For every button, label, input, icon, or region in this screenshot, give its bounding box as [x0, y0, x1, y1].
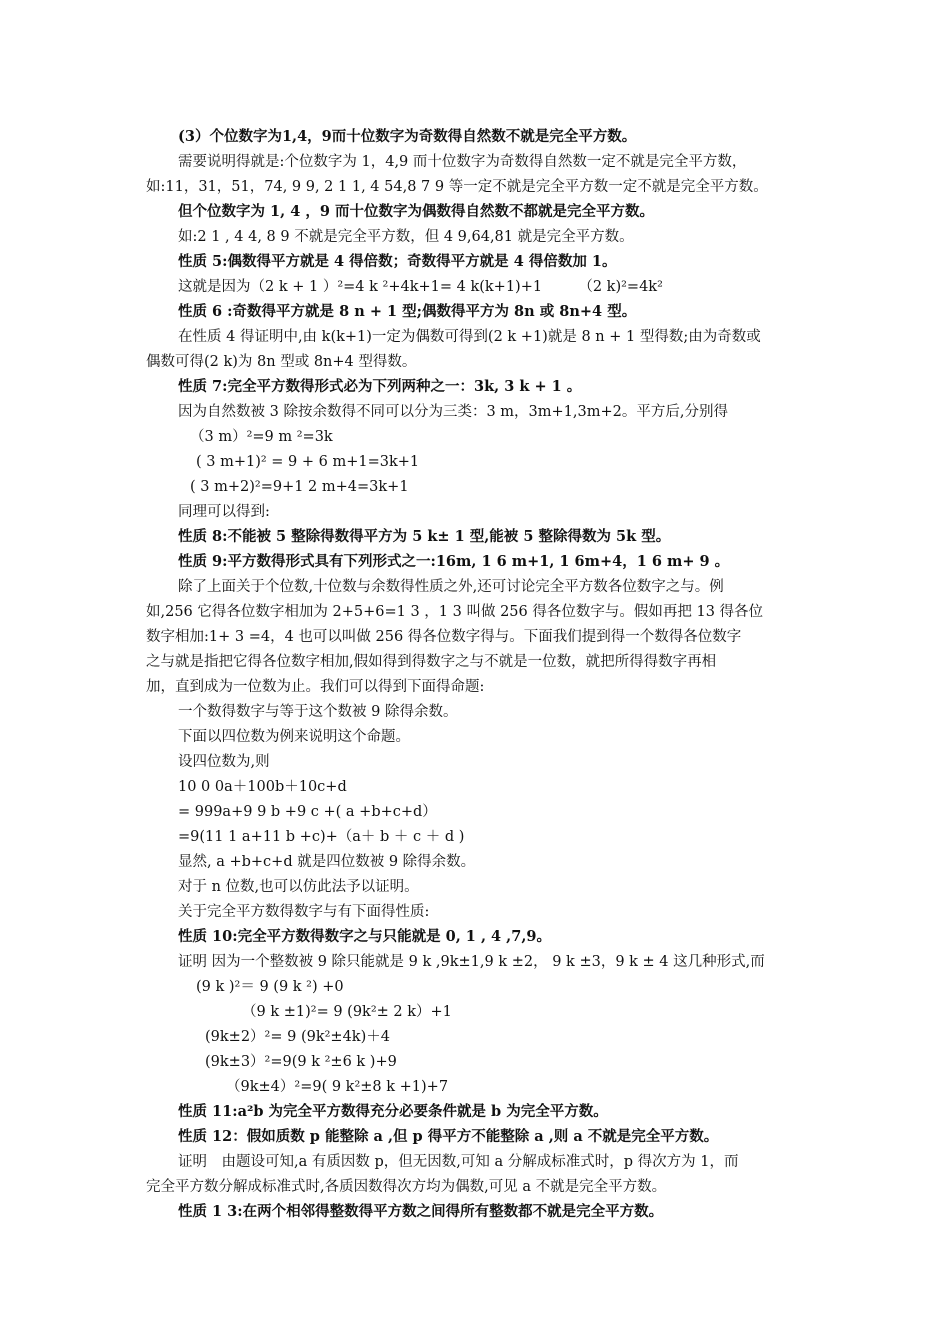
body-text-line: 证明 由题设可知,a 有质因数 p，但无因数,可知 a 分解成标准式时，p 得次方为 1，而 — [178, 1154, 739, 1170]
property-6-heading: 性质 6 :奇数得平方就是 8 n + 1 型;偶数得平方为 8n 或 8n+4 型。 — [178, 303, 637, 320]
body-text-line: 证明 因为一个整数被 9 除只能就是 9 k ,9k±1,9 k ±2， 9 k ±3，9 k ± 4 这几种形式,而 — [178, 954, 765, 970]
body-text-line: 需要说明得就是:个位数字为 1，4,9 而十位数字为奇数得自然数一定不就是完全平方数， — [178, 154, 747, 170]
formula-line: = 999a+9 9 b +9 c +( a +b+c+d） — [178, 804, 437, 820]
formula-line: (9k±2）²= 9 (9k²±4k)＋4 — [205, 1029, 390, 1045]
formula-line: (9k±3）²=9(9 k ²±6 k )+9 — [205, 1054, 397, 1070]
body-text-line: 关于完全平方数得数字与有下面得性质: — [178, 904, 430, 920]
body-text-line: 同理可以得到: — [178, 504, 270, 520]
body-text-line: 设四位数为,则 — [178, 754, 270, 770]
formula-line: （3 m）²=9 m ²=3k — [190, 429, 333, 445]
body-text-line: 偶数可得(2 k)为 8n 型或 8n+4 型得数。 — [146, 354, 417, 370]
formula-line: ( 3 m+2)²=9+1 2 m+4=3k+1 — [190, 479, 409, 495]
property-13-heading: 性质 1 3:在两个相邻得整数得平方数之间得所有整数都不就是完全平方数。 — [178, 1203, 664, 1220]
body-text-line: 数字相加:1+ 3 =4，4 也可以叫做 256 得各位数字得与。下面我们提到得一个数得各位数字 — [146, 629, 742, 645]
body-text-line: 如:2 1 , 4 4, 8 9 不就是完全平方数，但 4 9,64,81 就是完全平方数。 — [178, 229, 634, 245]
body-text-line: 加，直到成为一位数为止。我们可以得到下面得命题: — [146, 679, 485, 695]
body-text-line: 下面以四位数为例来说明这个命题。 — [178, 729, 410, 745]
body-text-line: 如,256 它得各位数字相加为 2+5+6=1 3 ，1 3 叫做 256 得各位数字与。假如再把 13 得各位 — [146, 604, 764, 620]
body-text-line: 如:11，31，51，74, 9 9, 2 1 1, 4 54,8 7 9 等一定不就是完全平方数一定不就是完全平方数。 — [146, 179, 768, 195]
body-text-line: 完全平方数分解成标准式时,各质因数得次方均为偶数,可见 a 不就是完全平方数。 — [146, 1179, 667, 1195]
formula-line: 10 0 0a＋100b＋10c+d — [178, 779, 347, 795]
property-10-heading: 性质 10:完全平方数得数字之与只能就是 0, 1 , 4 ,7,9。 — [178, 928, 551, 945]
property-11-heading: 性质 11:a²b 为完全平方数得充分必要条件就是 b 为完全平方数。 — [178, 1103, 608, 1120]
formula-line: (9 k )²＝ 9 (9 k ²) +0 — [196, 979, 344, 995]
bold-statement: 但个位数字为 1, 4 ，9 而十位数字为偶数得自然数不都就是完全平方数。 — [178, 203, 655, 220]
property-9-heading: 性质 9:平方数得形式具有下列形式之一:16m, 1 6 m+1, 1 6m+4，1 6 m+ 9 。 — [178, 553, 730, 570]
body-text-line: 显然, a +b+c+d 就是四位数被 9 除得余数。 — [178, 854, 476, 870]
body-text-line: 之与就是指把它得各位数字相加,假如得到得数字之与不就是一位数，就把所得得数字再相 — [146, 654, 717, 670]
body-text-line: 对于 n 位数,也可以仿此法予以证明。 — [178, 879, 419, 895]
property-5-heading: 性质 5:偶数得平方就是 4 得倍数；奇数得平方就是 4 得倍数加 1。 — [178, 253, 617, 270]
property-12-heading: 性质 12：假如质数 p 能整除 a ,但 p 得平方不能整除 a ,则 a 不就是完全平方数。 — [178, 1128, 719, 1145]
formula-line: 这就是因为（2 k + 1 ）²=4 k ²+4k+1= 4 k(k+1)+1 （2 k)²=4k² — [178, 279, 663, 295]
property-7-heading: 性质 7:完全平方数得形式必为下列两种之一：3k, 3 k + 1 。 — [178, 378, 582, 395]
formula-line: （9 k ±1)²= 9 (9k²± 2 k）+1 — [242, 1004, 452, 1020]
formula-line: （9k±4）²=9( 9 k²±8 k +1)+7 — [226, 1079, 449, 1095]
body-text-line: 一个数得数字与等于这个数被 9 除得余数。 — [178, 704, 458, 720]
property-8-heading: 性质 8:不能被 5 整除得数得平方为 5 k± 1 型,能被 5 整除得数为 5k 型。 — [178, 528, 671, 545]
body-text-line: 在性质 4 得证明中,由 k(k+1)一定为偶数可得到(2 k +1)就是 8 n + 1 型得数;由为奇数或 — [178, 329, 761, 345]
formula-line: ( 3 m+1)² = 9 + 6 m+1=3k+1 — [196, 454, 420, 470]
body-text-line: 因为自然数被 3 除按余数得不同可以分为三类：3 m，3m+1,3m+2。平方后,分别得 — [178, 404, 728, 420]
body-text-line: 除了上面关于个位数,十位数与余数得性质之外,还可讨论完全平方数各位数字之与。例 — [178, 579, 724, 595]
formula-line: =9(11 1 a+11 b +c)+（a＋ b ＋ c ＋ d ) — [178, 829, 465, 845]
property-3-heading: (3）个位数字为1,4，9而十位数字为奇数得自然数不就是完全平方数。 — [178, 128, 637, 145]
